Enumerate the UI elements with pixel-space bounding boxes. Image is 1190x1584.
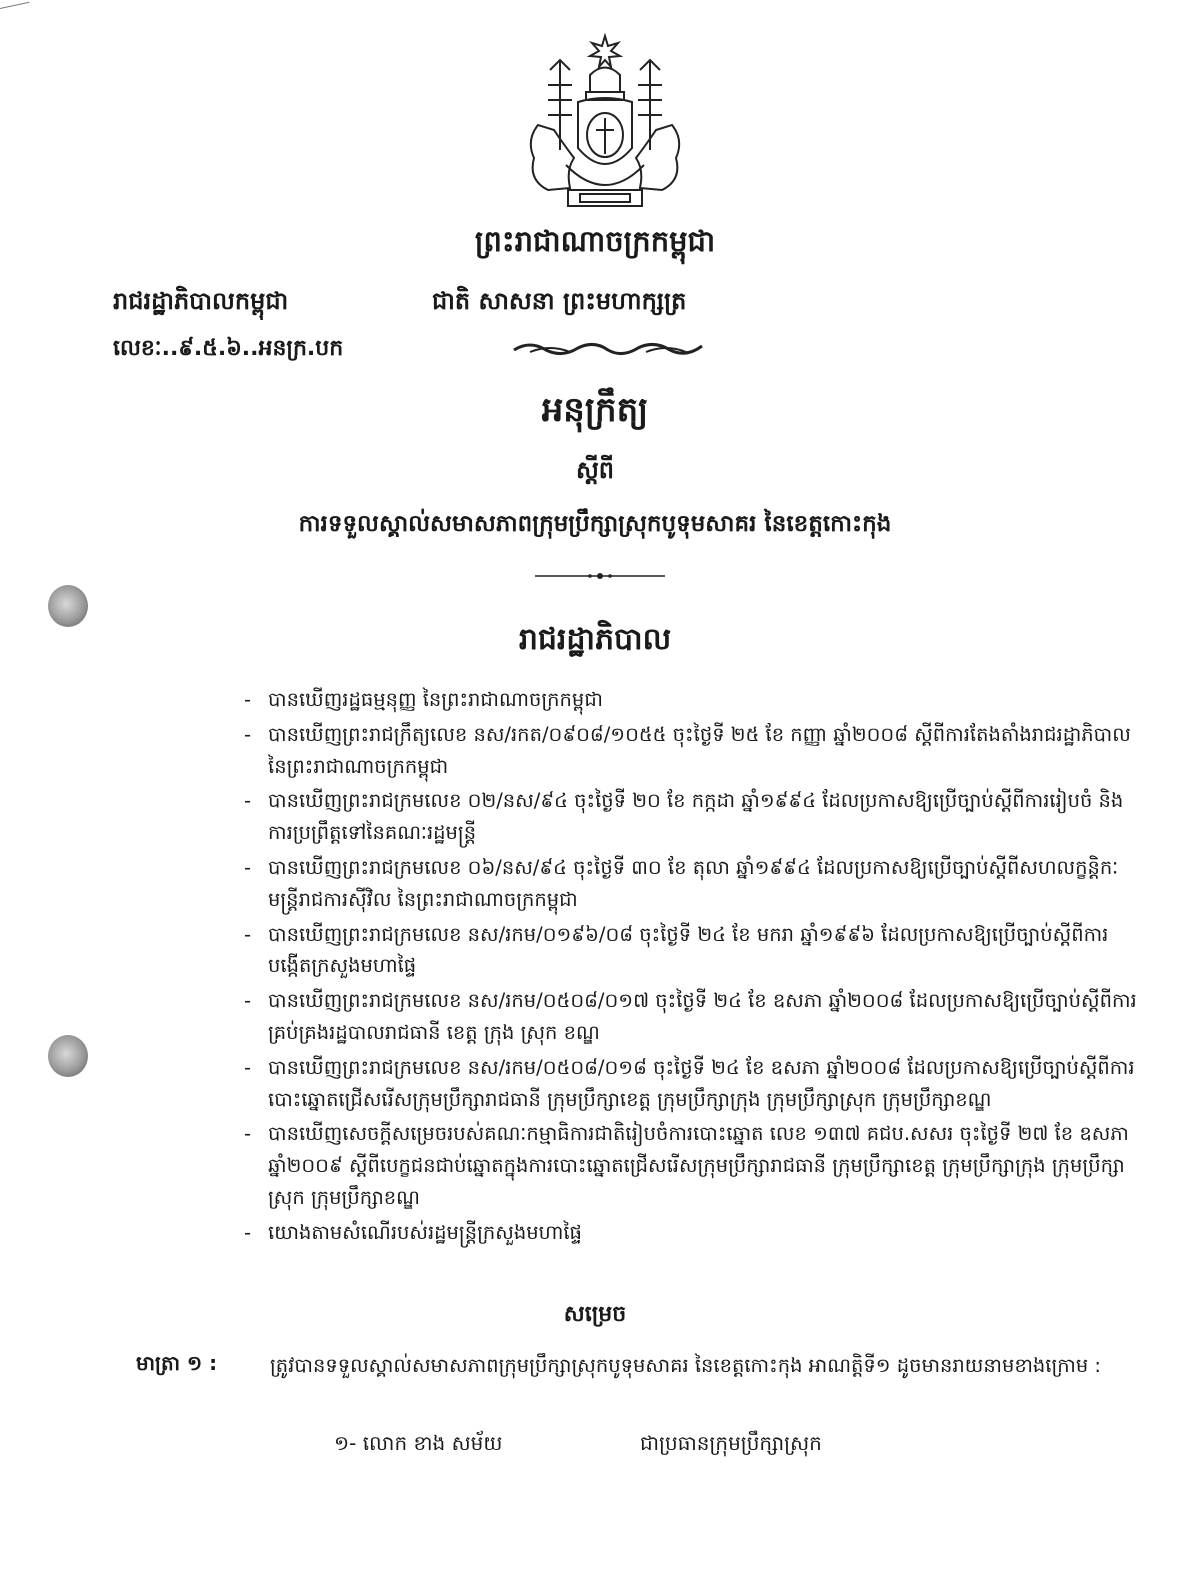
list-item: - បានឃើញព្រះរាជក្រមលេខ នស/រកម/០៥០៨/០១៧ ចុះថ្ងៃទី ២៤ ខែ ឧសភា ឆ្នាំ២០០៨ ដែលប្រកាសឱ្យប្រើច្បាប់ស្តីពីការគ្រប់គ្រងរដ្ឋបាលរាជធានី ខេត្ត ក្រុង ស្រុក ខណ្ឌ xyxy=(244,989,1137,1044)
list-item: - បានឃើញព្រះរាជក្រមលេខ នស/រកម/០៥០៨/០១៨ ចុះថ្ងៃទី ២៤ ខែ ឧសភា ឆ្នាំ២០០៨ ដែលប្រកាសឱ្យប្រើច្បាប់ស្តីពីការបោះឆ្នោតជ្រើសរើសក្រុមប្រឹក្សារាជធានី ក្រុមប្រឹក្សាខេត្ត ក្រុមប្រឹក្សាក្រុង ក្រុមប្រឹក្សាស្រុក ក្រុមប្រឹក្សាខណ្ឌ xyxy=(244,1055,1135,1111)
about-label: ស្តីពី xyxy=(575,456,615,484)
scan-mark xyxy=(0,2,29,9)
list-item: - បានឃើញរដ្ឋធម្មនុញ្ញ នៃព្រះរាជាណាចក្រកម្ពុជា xyxy=(244,688,603,711)
list-item: - បានឃើញព្រះរាជក្រមលេខ ០២/នស/៩៤ ចុះថ្ងៃទី ២០ ខែ កក្កដា ឆ្នាំ១៩៩៤ ដែលប្រកាសឱ្យប្រើច្បាប់ស្តីពីការរៀបចំ និងការប្រព្រឹត្តទៅនៃគណៈរដ្ឋមន្ត្រី xyxy=(244,789,1124,845)
royal-coat-of-arms-icon xyxy=(508,30,702,216)
small-divider xyxy=(535,570,665,582)
visa-text: បានឃើញព្រះរាជក្រមលេខ ០២/នស/៩៤ ចុះថ្ងៃទី ២០ ខែ កក្កដា ឆ្នាំ១៩៩៤ ដែលប្រកាសឱ្យប្រើច្បាប់ស្តីពីការរៀបចំ និងការប្រព្រឹត្តទៅនៃគណៈរដ្ឋមន្ត្រី xyxy=(268,789,1124,845)
list-item: - បានឃើញសេចក្តីសម្រេចរបស់គណៈកម្មាធិការជាតិរៀបចំការបោះឆ្នោត លេខ ១៣៧ គជប.សសរ ចុះថ្ងៃទី ២៧ ខែ ឧសភា ឆ្នាំ២០០៩ ស្តីពីបេក្ខជនជាប់ឆ្នោតក្នុងការបោះឆ្នោតជ្រើសរើសក្រុមប្រឹក្សារាជធានី ក្រុមប្រឹក្សាខេត្ត ក្រុមប្រឹក្សាក្រុង ក្រុមប្រឹក្សាស្រុក ក្រុមប្រឹក្សាខណ្ឌ xyxy=(244,1122,1129,1209)
article-label: មាត្រា ១ : xyxy=(136,1351,218,1375)
visa-list xyxy=(244,684,1144,1252)
visa-text: បានឃើញព្រះរាជក្រមលេខ ០៦/នស/៩៤ ចុះថ្ងៃទី ៣០ ខែ តុលា ឆ្នាំ១៩៩៤ ដែលប្រកាសឱ្យប្រើច្បាប់ស្តីពីសហលក្ខន្តិកៈមន្ត្រីរាជការស៊ីវិល នៃព្រះរាជាណាចក្រកម្ពុជា xyxy=(268,855,1119,911)
list-item: - បានឃើញព្រះរាជក្រឹត្យលេខ នស/រកត/០៩០៨/១០៥៥ ចុះថ្ងៃទី ២៥ ខែ កញ្ញា ឆ្នាំ២០០៨ ស្តីពីការតែងតាំងរាជរដ្ឋាភិបាល នៃព្រះរាជាណាចក្រកម្ពុជា xyxy=(244,722,1131,778)
visa-text: បានឃើញសេចក្តីសម្រេចរបស់គណៈកម្មាធិការជាតិរៀបចំការបោះឆ្នោត លេខ ១៣៧ គជប.សសរ ចុះថ្ងៃទី ២៧ ខែ ឧសភា ឆ្នាំ២០០៩ ស្តីពីបេក្ខជនជាប់ឆ្នោតក្នុងការបោះឆ្នោតជ្រើសរើសក្រុមប្រឹក្សារាជធានី ក្រុមប្រឹក្សាខេត្ត ក្រុមប្រឹក្សាក្រុង ក្រុមប្រឹក្សាស្រុក ក្រុមប្រឹក្សាខណ្ឌ xyxy=(268,1122,1129,1209)
list-item: - បានឃើញព្រះរាជក្រមលេខ ០៦/នស/៩៤ ចុះថ្ងៃទី ៣០ ខែ តុលា ឆ្នាំ១៩៩៤ ដែលប្រកាសឱ្យប្រើច្បាប់ស្តីពីសហលក្ខន្តិកៈមន្ត្រីរាជការស៊ីវិល នៃព្រះរាជាណាចក្រកម្ពុជា xyxy=(244,855,1119,911)
authority-heading: រាជរដ្ឋាភិបាល xyxy=(518,622,672,657)
visa-text: បានឃើញព្រះរាជក្រមលេខ នស/រកម/០៥០៨/០១៨ ចុះថ្ងៃទី ២៤ ខែ ឧសភា ឆ្នាំ២០០៨ ដែលប្រកាសឱ្យប្រើច្បាប់ស្តីពីការបោះឆ្នោតជ្រើសរើសក្រុមប្រឹក្សារាជធានី ក្រុមប្រឹក្សាខេត្ត ក្រុមប្រឹក្សាក្រុង ក្រុមប្រឹក្សាស្រុក ក្រុមប្រឹក្សាខណ្ឌ xyxy=(268,1055,1135,1111)
visa-text: បានឃើញរដ្ឋធម្មនុញ្ញ នៃព្រះរាជាណាចក្រកម្ពុជា xyxy=(268,688,603,711)
article-text: ត្រូវបានទទួលស្គាល់សមាសភាពក្រុមប្រឹក្សាស្រុកបូទុមសាគរ នៃខេត្តកោះកុង អាណត្តិទី១ ដូចមានរាយនាមខាងក្រោម : xyxy=(270,1354,1101,1377)
kingdom-title: ព្រះរាជាណាចក្រកម្ពុជា xyxy=(474,224,716,258)
decision-heading: សម្រេច xyxy=(563,1302,627,1327)
visa-text: បានឃើញព្រះរាជក្រមលេខ នស/រកម/០១៩៦/០៨ ចុះថ្ងៃទី ២៤ ខែ មករា ឆ្នាំ១៩៩៦ ដែលប្រកាសឱ្យប្រើច្បាប់ស្តីពីការបង្កើតក្រសួងមហាផ្ទៃ xyxy=(268,922,1109,978)
national-motto: ជាតិ សាសនា ព្រះមហាក្សត្រ xyxy=(432,287,687,315)
visa-text: បានឃើញព្រះរាជក្រមលេខ នស/រកម/០៥០៨/០១៧ ចុះថ្ងៃទី ២៤ ខែ ឧសភា ឆ្នាំ២០០៨ ដែលប្រកាសឱ្យប្រើច្បាប់ស្តីពីការគ្រប់គ្រងរដ្ឋបាលរាជធានី ខេត្ត ក្រុង ស្រុក ខណ្ឌ xyxy=(268,989,1137,1044)
document-type: អនុក្រឹត្យ xyxy=(541,390,649,430)
member-role: ជាប្រធានក្រុមប្រឹក្សាស្រុក xyxy=(640,1431,822,1455)
list-item: - យោងតាមសំណើរបស់រដ្ឋមន្ត្រីក្រសួងមហាផ្ទៃ xyxy=(244,1220,582,1244)
ornament-divider xyxy=(510,338,706,358)
member-name: ១- លោក ខាង សម័យ xyxy=(334,1431,503,1455)
document-subject: ការទទួលស្គាល់សមាសភាពក្រុមប្រឹក្សាស្រុកបូទុមសាគរ នៃខេត្តកោះកុង xyxy=(298,511,892,537)
government-label: រាជរដ្ឋាភិបាលកម្ពុជា xyxy=(113,287,289,315)
reference-number: លេខៈ..៩.៥.៦..អនក្រ.បក xyxy=(113,336,344,361)
visa-text: យោងតាមសំណើរបស់រដ្ឋមន្ត្រីក្រសួងមហាផ្ទៃ xyxy=(268,1220,582,1244)
visa-text: បានឃើញព្រះរាជក្រឹត្យលេខ នស/រកត/០៩០៨/១០៥៥ ចុះថ្ងៃទី ២៥ ខែ កញ្ញា ឆ្នាំ២០០៨ ស្តីពីការតែងតាំងរាជរដ្ឋាភិបាល នៃព្រះរាជាណាចក្រកម្ពុជា xyxy=(268,722,1131,778)
list-item: - បានឃើញព្រះរាជក្រមលេខ នស/រកម/០១៩៦/០៨ ចុះថ្ងៃទី ២៤ ខែ មករា ឆ្នាំ១៩៩៦ ដែលប្រកាសឱ្យប្រើច្បាប់ស្តីពីការបង្កើតក្រសួងមហាផ្ទៃ xyxy=(244,922,1109,978)
punch-hole-bottom xyxy=(48,1035,88,1077)
